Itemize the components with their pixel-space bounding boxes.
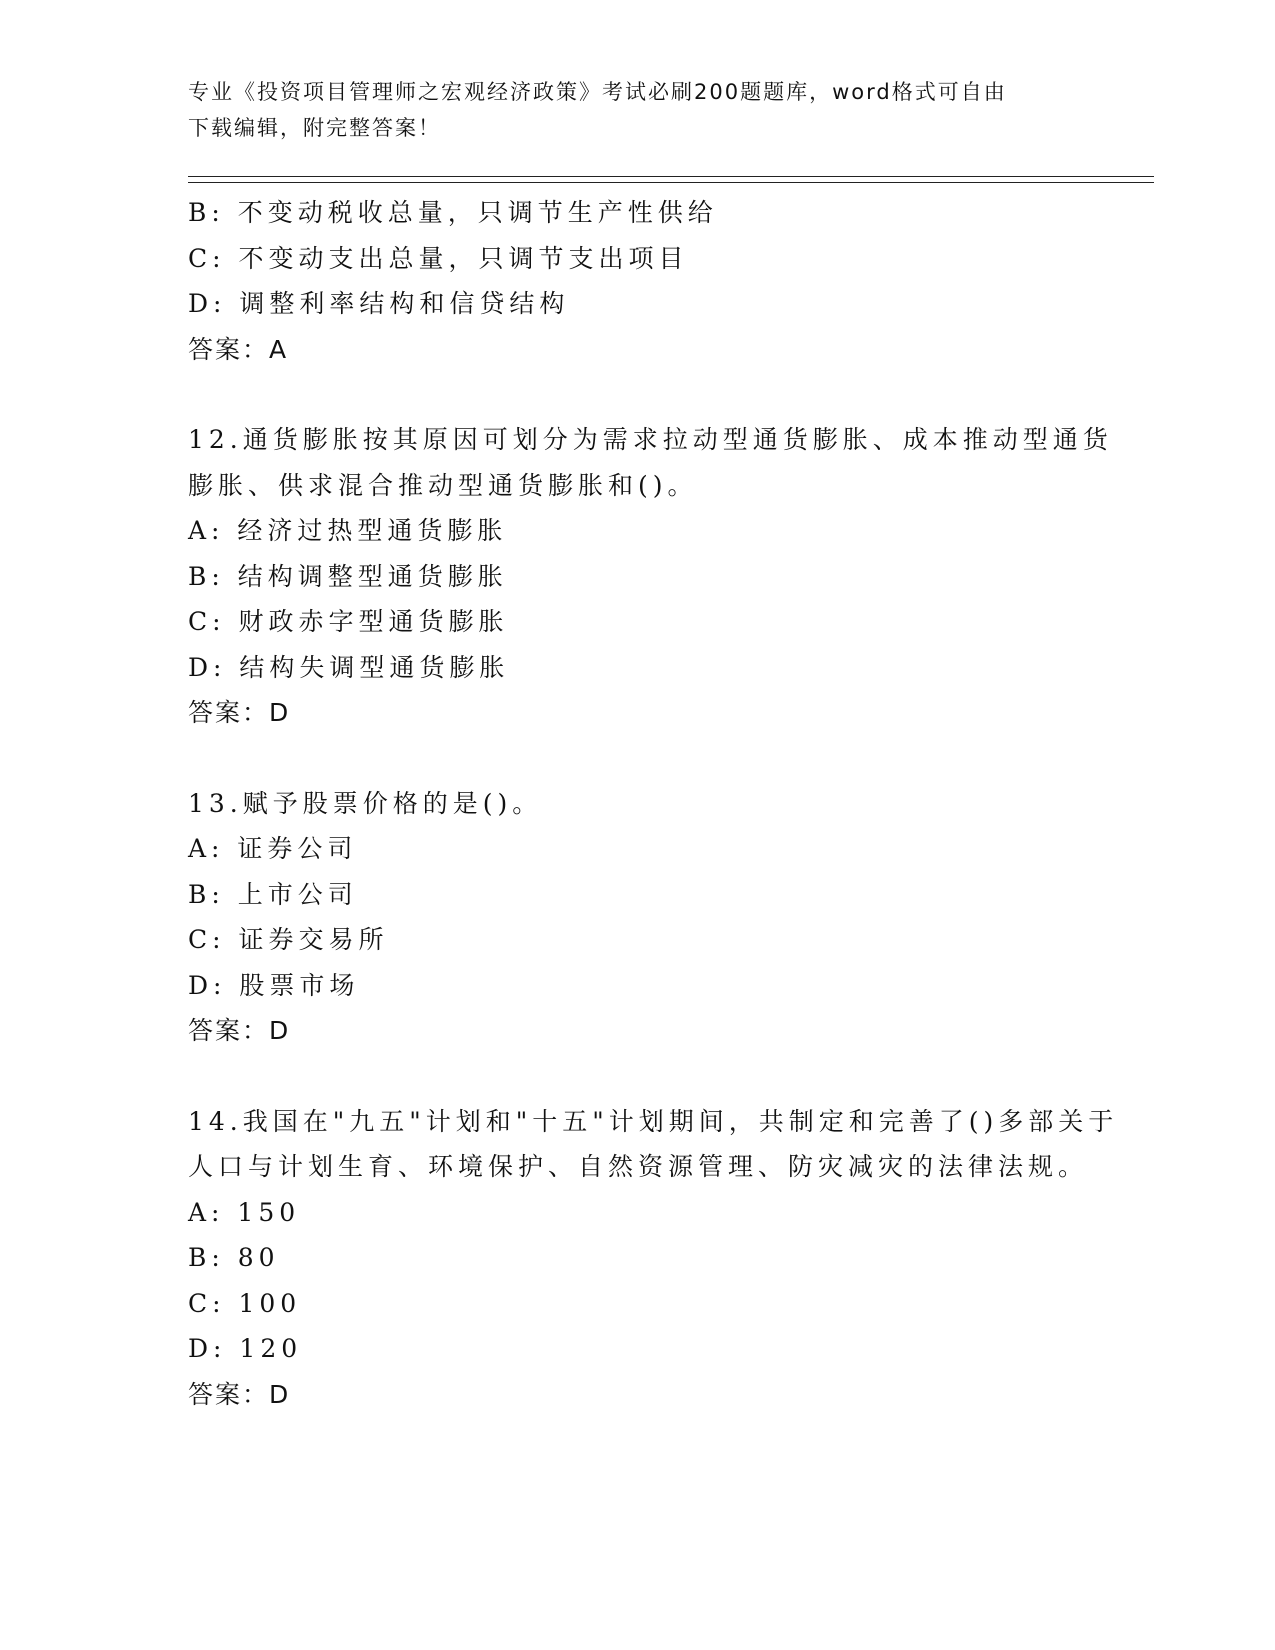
answer-label: 答案：D xyxy=(188,1016,291,1045)
option-a: A: 经济过热型通货膨胀 xyxy=(188,516,508,545)
spacer xyxy=(188,372,1088,417)
question-13 xyxy=(188,781,1088,1054)
option-c: C: 100 xyxy=(188,1288,302,1318)
header-line-2: 下载编辑，附完整答案！ xyxy=(188,116,441,140)
document-header xyxy=(188,74,1088,146)
question-list xyxy=(188,190,1119,1417)
question-stem: 13.赋予股票价格的是()。 xyxy=(188,788,543,818)
option-d: D: 结构失调型通货膨胀 xyxy=(188,652,510,682)
option-c: C: 证券交易所 xyxy=(188,925,389,954)
question-stem-cont: 人口与计划生育、环境保护、自然资源管理、防灾减灾的法律法规。 xyxy=(188,1152,1089,1181)
question-12 xyxy=(188,417,1113,736)
option-b: B: 不变动税收总量，只调节生产性供给 xyxy=(188,198,718,227)
header-divider-bottom xyxy=(188,182,1154,183)
option-d: D: 120 xyxy=(188,1334,303,1363)
header-divider-top xyxy=(188,176,1154,177)
question-14 xyxy=(188,1099,1119,1418)
option-a: A: 150 xyxy=(188,1197,301,1227)
option-b: B: 上市公司 xyxy=(188,879,358,909)
question-11-continued xyxy=(188,190,1088,372)
option-a: A: 证券公司 xyxy=(188,834,358,863)
option-d: D: 调整利率结构和信贷结构 xyxy=(188,289,570,318)
question-stem-cont: 膨胀、供求混合推动型通货膨胀和()。 xyxy=(188,470,698,500)
option-b: B: 80 xyxy=(188,1243,280,1272)
option-d: D: 股票市场 xyxy=(188,970,360,1000)
option-c: C: 财政赤字型通货膨胀 xyxy=(188,607,509,636)
answer-label: 答案：A xyxy=(188,334,289,364)
option-b: B: 结构调整型通货膨胀 xyxy=(188,561,508,591)
answer-label: 答案：D xyxy=(188,698,291,727)
header-line-1: 专业《投资项目管理师之宏观经济政策》考试必刷200题题库，word格式可自由 xyxy=(188,80,1007,104)
option-c: C: 不变动支出总量，只调节支出项目 xyxy=(188,243,689,273)
question-stem: 12.通货膨胀按其原因可划分为需求拉动型通货膨胀、成本推动型通货 xyxy=(188,425,1113,454)
spacer xyxy=(188,1054,1088,1099)
answer-label: 答案：D xyxy=(188,1379,291,1409)
question-stem: 14.我国在"九五"计划和"十五"计划期间，共制定和完善了()多部关于 xyxy=(188,1106,1119,1136)
spacer xyxy=(188,736,1088,781)
